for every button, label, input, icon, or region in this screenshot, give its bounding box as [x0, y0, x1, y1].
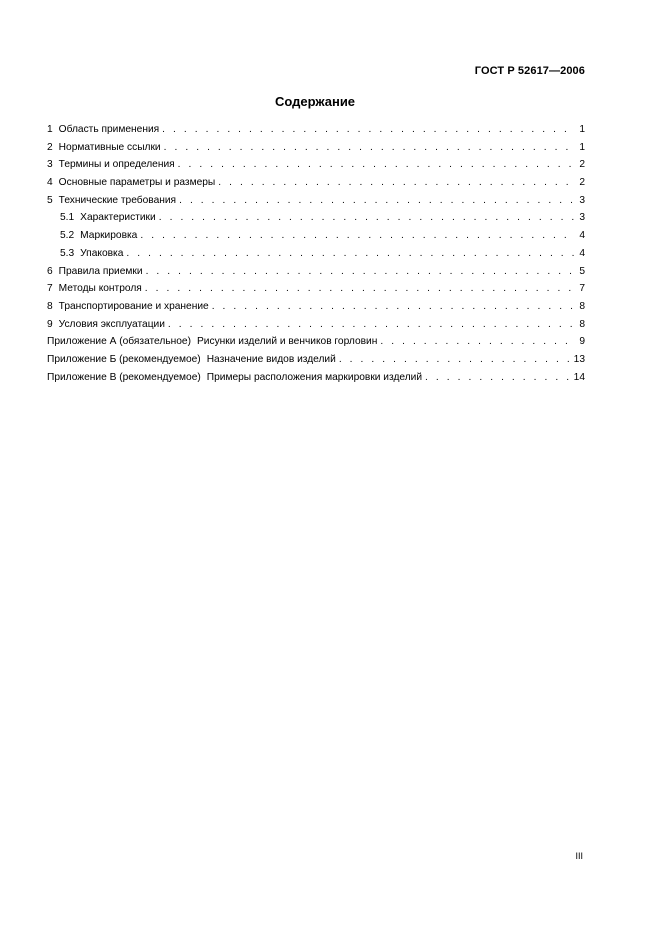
toc-entry-label: Примеры расположения маркировки изделий	[206, 371, 423, 383]
toc-entry-page: 8	[579, 300, 585, 312]
toc-leader-dots	[145, 280, 574, 298]
toc-entry-page: 9	[579, 336, 585, 348]
toc-entry-label: Назначение видов изделий	[206, 353, 336, 365]
toc-leader-dots	[146, 263, 574, 281]
toc-entry-page: 4	[579, 247, 585, 259]
toc-appendix-entry[interactable]	[47, 369, 585, 387]
toc-entry-number: 5.3	[60, 247, 75, 259]
toc-leader-dots	[126, 245, 574, 263]
toc-entry-page: 1	[579, 141, 585, 153]
toc-entry-label: Транспортирование и хранение	[58, 300, 209, 312]
toc-leader-dots	[339, 351, 571, 369]
toc-entry-page: 2	[579, 159, 585, 171]
toc-entry-page: 4	[579, 230, 585, 242]
toc-entry-number: Приложение В (рекомендуемое)	[47, 371, 201, 383]
toc-leader-dots	[178, 156, 574, 174]
toc-entry-number: Приложение А (обязательное)	[47, 336, 191, 348]
toc-entry-label: Упаковка	[80, 247, 124, 259]
toc-entry[interactable]	[47, 316, 585, 334]
toc-entry-page: 3	[579, 212, 585, 224]
toc-entry[interactable]	[47, 192, 585, 210]
toc-entry-number: 2	[47, 141, 53, 153]
toc-entry-number: 5.2	[60, 230, 75, 242]
toc-entry-number: 5	[47, 194, 53, 206]
toc-title: Содержание	[274, 94, 356, 109]
toc-subentry[interactable]	[47, 209, 585, 227]
toc-entry-page: 7	[579, 283, 585, 295]
toc-entry-label: Маркировка	[80, 230, 138, 242]
toc-entry-number: 1	[47, 124, 53, 135]
page-number: III	[575, 851, 583, 861]
toc-leader-dots	[380, 333, 574, 351]
toc-entry-page: 3	[579, 194, 585, 206]
toc-entry-page: 1	[579, 124, 585, 135]
toc-entry[interactable]	[47, 280, 585, 298]
toc-entry-page: 2	[579, 177, 585, 189]
toc-subentry[interactable]	[47, 245, 585, 263]
toc-entry[interactable]	[47, 298, 585, 316]
toc-entry-page: 5	[579, 265, 585, 277]
toc-entry-page: 14	[573, 371, 585, 383]
toc-leader-dots	[164, 139, 574, 157]
toc-leader-dots	[179, 192, 574, 210]
toc-entry-number: 5.1	[60, 212, 75, 224]
toc-leader-dots	[425, 369, 571, 387]
toc-leader-dots	[162, 121, 574, 139]
toc-entry[interactable]	[47, 263, 585, 281]
toc-entry-label: Правила приемки	[58, 265, 143, 277]
toc-entry-label: Область применения	[58, 124, 160, 135]
toc-entry-number: 7	[47, 283, 53, 295]
toc-entry-number: 9	[47, 318, 53, 330]
toc-leader-dots	[159, 209, 574, 227]
table-of-contents	[47, 121, 585, 386]
toc-entry[interactable]	[47, 174, 585, 192]
toc-entry-page: 8	[579, 318, 585, 330]
toc-entry-number: 8	[47, 300, 53, 312]
toc-entry-number: Приложение Б (рекомендуемое)	[47, 353, 201, 365]
toc-leader-dots	[218, 174, 574, 192]
toc-entry[interactable]	[47, 139, 585, 157]
toc-entry-page: 13	[573, 353, 585, 365]
toc-entry-label: Характеристики	[80, 212, 156, 224]
toc-appendix-entry[interactable]	[47, 351, 585, 369]
document-code: ГОСТ Р 52617—2006	[474, 65, 585, 77]
toc-entry[interactable]	[47, 121, 585, 139]
toc-leader-dots	[140, 227, 574, 245]
toc-entry-label: Рисунки изделий и венчиков горловин	[197, 336, 378, 348]
toc-subentry[interactable]	[47, 227, 585, 245]
toc-appendix-entry[interactable]	[47, 333, 585, 351]
toc-entry-number: 3	[47, 159, 53, 171]
toc-entry-number: 4	[47, 177, 53, 189]
toc-leader-dots	[212, 298, 574, 316]
toc-entry-label: Методы контроля	[58, 283, 142, 295]
toc-entry[interactable]	[47, 156, 585, 174]
toc-entry-label: Нормативные ссылки	[58, 141, 161, 153]
toc-leader-dots	[168, 316, 574, 334]
toc-entry-label: Термины и определения	[58, 159, 175, 171]
toc-entry-label: Основные параметры и размеры	[58, 177, 216, 189]
toc-entry-label: Условия эксплуатации	[58, 318, 165, 330]
toc-entry-label: Технические требования	[58, 194, 177, 206]
toc-entry-number: 6	[47, 265, 53, 277]
